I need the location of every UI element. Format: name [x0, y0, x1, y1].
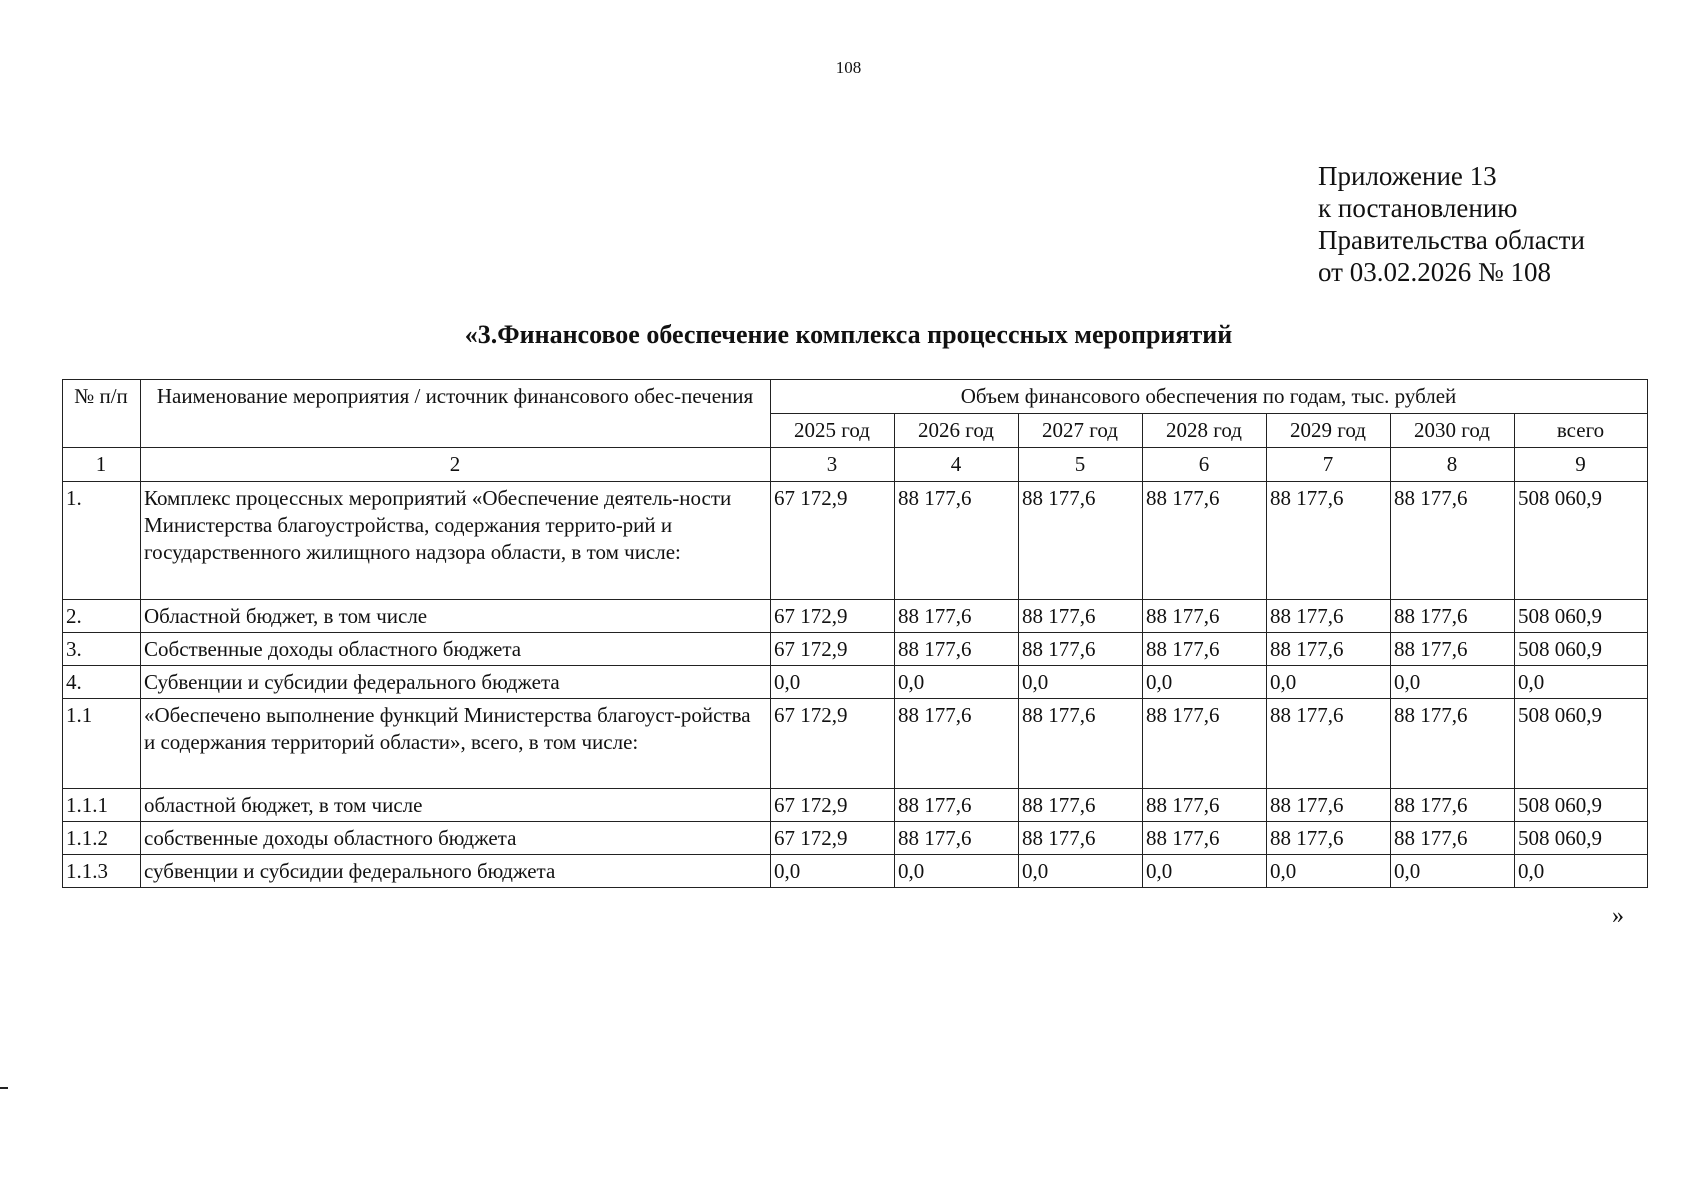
row-value: 88 177,6: [1143, 822, 1267, 855]
row-num: 3.: [63, 633, 141, 666]
column-number: 6: [1143, 448, 1267, 482]
row-value: 0,0: [1143, 666, 1267, 699]
appendix-line-4: от 03.02.2026 № 108: [1318, 257, 1551, 287]
row-value: 0,0: [1515, 666, 1648, 699]
row-num: 1.1.2: [63, 822, 141, 855]
row-value: 67 172,9: [771, 633, 895, 666]
column-number-row: [63, 448, 1648, 482]
row-name: Субвенции и субсидии федерального бюджета: [141, 666, 771, 699]
row-value: 0,0: [1391, 855, 1515, 888]
row-value: 88 177,6: [1267, 822, 1391, 855]
row-value: 88 177,6: [1143, 633, 1267, 666]
row-value: 88 177,6: [1143, 699, 1267, 789]
row-value: 0,0: [1019, 666, 1143, 699]
row-num: 4.: [63, 666, 141, 699]
header-year: 2027 год: [1019, 414, 1143, 448]
row-value: 0,0: [771, 666, 895, 699]
row-value: 88 177,6: [1267, 789, 1391, 822]
table-row: [63, 855, 1648, 888]
row-value: 508 060,9: [1515, 482, 1648, 600]
closing-quote: »: [1612, 903, 1624, 929]
header-volume: Объем финансового обеспечения по годам, тыс. рублей: [771, 380, 1648, 414]
row-value: 88 177,6: [1267, 633, 1391, 666]
row-name: субвенции и субсидии федерального бюджета: [141, 855, 771, 888]
row-name: собственные доходы областного бюджета: [141, 822, 771, 855]
column-number: 9: [1515, 448, 1648, 482]
column-number: 4: [895, 448, 1019, 482]
row-value: 88 177,6: [1391, 600, 1515, 633]
row-value: 88 177,6: [1019, 822, 1143, 855]
row-value: 88 177,6: [1391, 482, 1515, 600]
table-row: [63, 482, 1648, 600]
row-name: Собственные доходы областного бюджета: [141, 633, 771, 666]
header-year: 2029 год: [1267, 414, 1391, 448]
row-value: 88 177,6: [895, 822, 1019, 855]
table-row: [63, 699, 1648, 789]
row-value: 88 177,6: [895, 600, 1019, 633]
header-year: 2025 год: [771, 414, 895, 448]
appendix-line-1: Приложение 13: [1318, 161, 1497, 191]
table-row: [63, 666, 1648, 699]
row-value: 67 172,9: [771, 699, 895, 789]
appendix-line-2: к постановлению: [1318, 193, 1518, 223]
row-value: 508 060,9: [1515, 789, 1648, 822]
table-row: [63, 789, 1648, 822]
row-value: 88 177,6: [1391, 699, 1515, 789]
row-value: 508 060,9: [1515, 633, 1648, 666]
row-value: 67 172,9: [771, 482, 895, 600]
page-number: 108: [835, 58, 862, 77]
column-number: 1: [63, 448, 141, 482]
row-name: Комплекс процессных мероприятий «Обеспечение деятель-ности Министерства благоустройства, содержания террито-рий и государственного жилищного надзора области, в том числе:: [141, 482, 771, 600]
row-value: 0,0: [1143, 855, 1267, 888]
row-value: 88 177,6: [1267, 482, 1391, 600]
row-name: областной бюджет, в том числе: [141, 789, 771, 822]
column-number: 3: [771, 448, 895, 482]
table-row: [63, 600, 1648, 633]
row-num: 1.: [63, 482, 141, 600]
row-value: 88 177,6: [895, 482, 1019, 600]
row-name: «Обеспечено выполнение функций Министерства благоуст-ройства и содержания территорий области», всего, в том числе:: [141, 699, 771, 789]
document-title: «3.Финансовое обеспечение комплекса процессных мероприятий: [464, 320, 1233, 349]
header-name: Наименование мероприятия / источник финансового обес-печения: [141, 380, 771, 448]
row-value: 88 177,6: [1391, 633, 1515, 666]
margin-mark: [0, 1087, 8, 1089]
row-value: 88 177,6: [895, 789, 1019, 822]
row-value: 88 177,6: [1267, 699, 1391, 789]
header-year: 2026 год: [895, 414, 1019, 448]
row-value: 88 177,6: [895, 699, 1019, 789]
row-value: 508 060,9: [1515, 600, 1648, 633]
row-value: 0,0: [1515, 855, 1648, 888]
appendix-line-3: Правительства области: [1318, 225, 1585, 255]
row-value: 508 060,9: [1515, 699, 1648, 789]
row-name: Областной бюджет, в том числе: [141, 600, 771, 633]
row-value: 88 177,6: [1019, 699, 1143, 789]
row-value: 0,0: [895, 855, 1019, 888]
header-year: 2028 год: [1143, 414, 1267, 448]
table-body: [63, 482, 1648, 888]
row-value: 88 177,6: [895, 633, 1019, 666]
column-number: 2: [141, 448, 771, 482]
row-value: 508 060,9: [1515, 822, 1648, 855]
header-year: 2030 год: [1391, 414, 1515, 448]
header-num: № п/п: [63, 380, 141, 448]
row-value: 0,0: [895, 666, 1019, 699]
financing-table: [62, 379, 1648, 888]
row-value: 67 172,9: [771, 822, 895, 855]
row-value: 0,0: [1267, 855, 1391, 888]
row-value: 88 177,6: [1019, 633, 1143, 666]
row-value: 88 177,6: [1391, 822, 1515, 855]
row-value: 0,0: [771, 855, 895, 888]
row-value: 0,0: [1019, 855, 1143, 888]
appendix-block: [1318, 160, 1585, 288]
row-value: 88 177,6: [1019, 600, 1143, 633]
row-value: 88 177,6: [1391, 789, 1515, 822]
column-number: 5: [1019, 448, 1143, 482]
row-value: 88 177,6: [1019, 789, 1143, 822]
table-row: [63, 822, 1648, 855]
row-num: 2.: [63, 600, 141, 633]
table-row: [63, 633, 1648, 666]
row-value: 88 177,6: [1143, 482, 1267, 600]
row-num: 1.1.3: [63, 855, 141, 888]
row-value: 88 177,6: [1143, 600, 1267, 633]
row-num: 1.1.1: [63, 789, 141, 822]
row-value: 88 177,6: [1267, 600, 1391, 633]
row-value: 67 172,9: [771, 600, 895, 633]
row-value: 88 177,6: [1019, 482, 1143, 600]
column-number: 8: [1391, 448, 1515, 482]
column-number: 7: [1267, 448, 1391, 482]
row-value: 88 177,6: [1143, 789, 1267, 822]
row-value: 0,0: [1391, 666, 1515, 699]
row-value: 67 172,9: [771, 789, 895, 822]
row-num: 1.1: [63, 699, 141, 789]
header-total: всего: [1515, 414, 1648, 448]
row-value: 0,0: [1267, 666, 1391, 699]
